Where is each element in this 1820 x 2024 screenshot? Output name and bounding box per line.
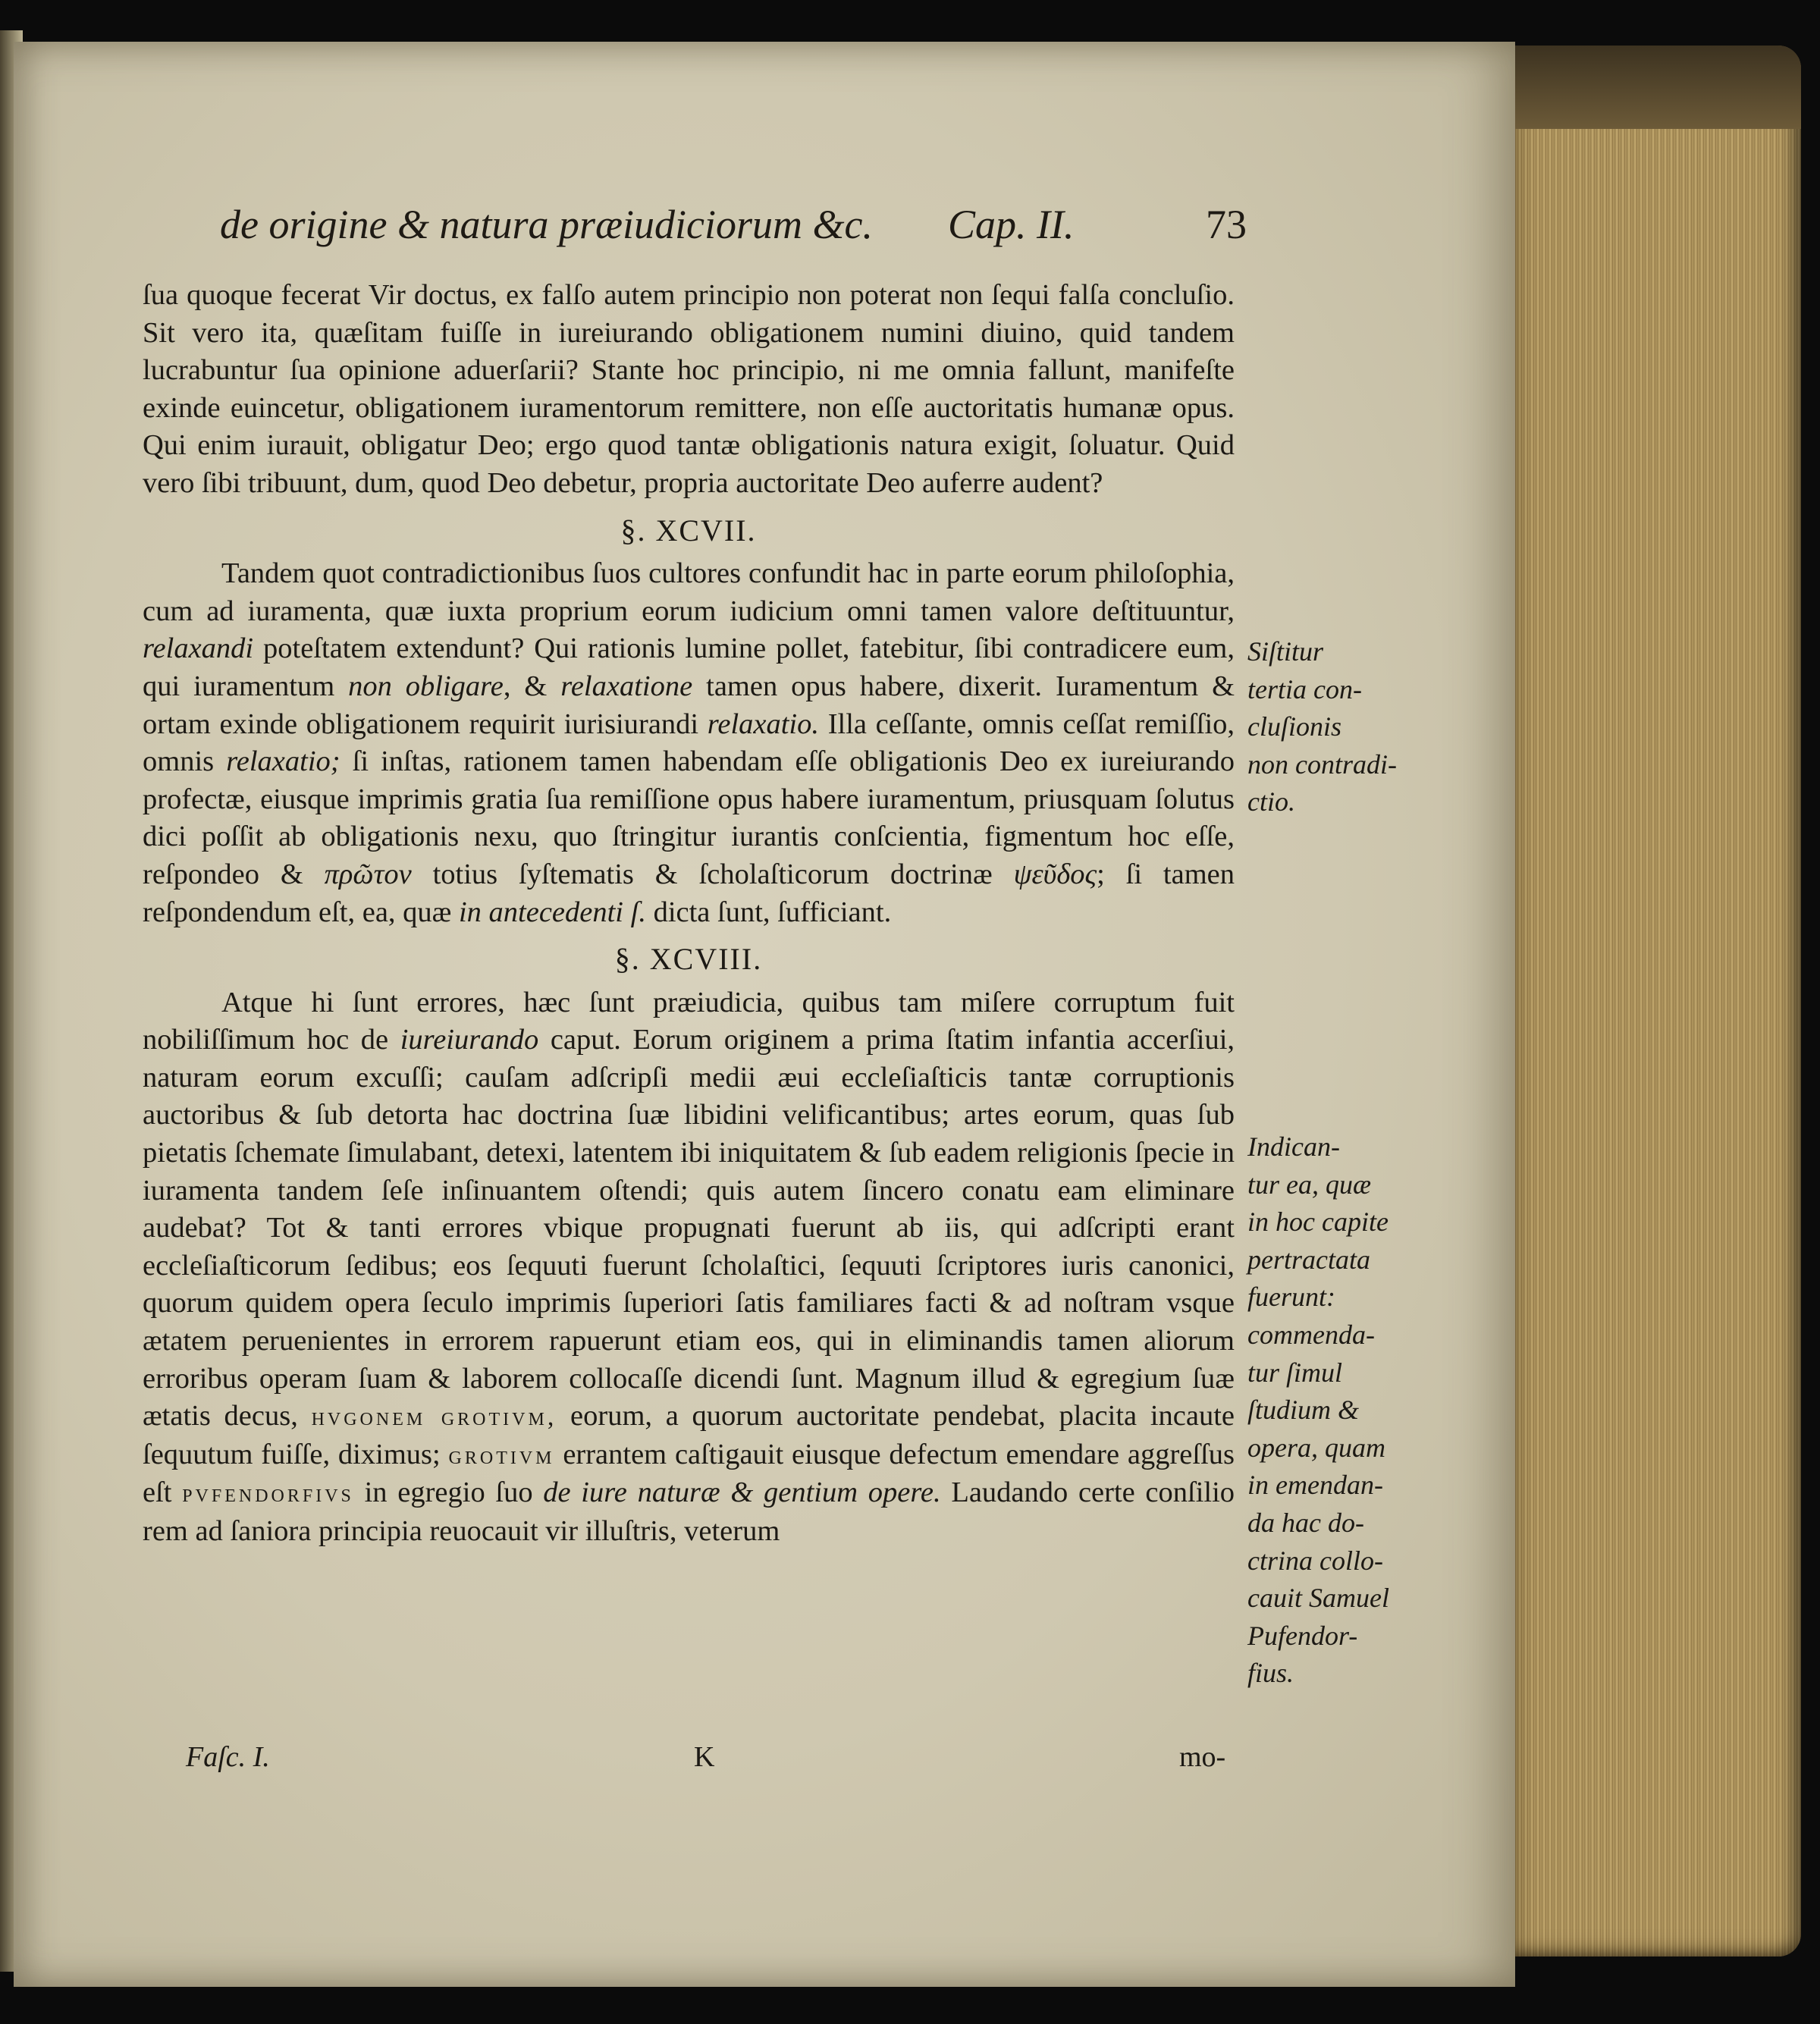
margin-line: cluſionis (1247, 711, 1341, 742)
margin-line: fius. (1247, 1658, 1294, 1689)
section-heading-98: §. XCVIII. (614, 942, 763, 977)
paragraph-section-97: Tandem quot contradictionibus ſuos cultores confundit hac in parte eorum philoſophia, cum ad iuramenta, quæ iuxta proprium eorum iudicium omni tamen valore deſtituuntur, relaxandi poteſtatem extendunt? Qui rationis lumine pollet, fatebitur, ſibi contradicere eum, qui iuramentum non obligare, & relaxatione tamen opus habere, dixerit. Iuramentum & ortam exinde obligationem requirit iurisiurandi relaxatio. Illa ceſſante, omnis ceſſat remiſſio, omnis relaxatio; ſi inſtas, rationem tamen habendam eſſe obligationis Deo ex iureiurando profectæ, eiusque imprimis gratia ſua remiſſione opus habere iuramentum, priusquam ſolutus dici poſſit ab obligationis nexu, quo ſtringitur iurantis conſcientia, figmentum hoc eſſe, reſpondeo & πρῶτον totius ſyſtematis & ſcholaſticorum doctrinæ ψεῦδος; ſi tamen reſpondendum eſt, ea, quæ in antecedenti ſ. dicta ſunt, ſufficiant. (143, 557, 1235, 928)
catchword: mo- (1179, 1741, 1226, 1773)
margin-line: Pufendor- (1247, 1620, 1358, 1651)
signature-mark: K (694, 1741, 715, 1773)
margin-line: Indican- (1247, 1131, 1340, 1162)
paragraph-section-98: Atque hi ſunt errores, hæc ſunt præiudicia, quibus tam miſere corruptum fuit nobiliſſimum hoc de iureiurando caput. Eorum originem a prima ſtatim infantia accerſiui, naturam eorum excuſſi; cauſam adſcripſi medii æui eccleſiaſticis tantæ corruptionis auctoribus & ſub detorta hac doctrina ſuæ libidini velificantibus; artes eorum, quas ſub pietatis ſchemate ſimulabant, detexi, latentem ibi iniquitatem & ſub eadem religionis ſpecie in iuramenta tandem ſeſe inſinuantem oſtendi; quis autem ſincero conatu eam eliminare audebat? Tot & tanti errores vbique propugnati fuerunt ab iis, qui adſcripti erant eccleſiaſticorum ſedibus; eos ſequuti fuerunt ſcholaſtici, ſequuti ſcriptores iuris canonici, quorum quidem opera ſeculo imprimis ſuperiori ſatis familiares facti & ad noſtram vsque ætatem peruenientes in errorem rapuerunt etiam eos, qui in eliminandis tamen aliorum erroribus operam ſuam & laborem collocaſſe dicendi ſunt. Magnum illud & egregium ſuæ ætatis decus, hvgonem grotivm, eorum, a quorum auctoritate pendebat, placita incaute ſequutum fuiſſe, diximus; grotivm errantem caſtigauit eiusque defectum emendare aggreſſus eſt pvfendorfivs in egregio ſuo de iure naturæ & gentium opere. Laudando certe conſilio rem ad ſaniora principia reuocauit vir illuſtris, veterum (143, 986, 1235, 1547)
margin-note-98 (1247, 1128, 1414, 1693)
running-head-chapter: Cap. II. (948, 202, 1075, 247)
margin-line: in emendan- (1247, 1470, 1383, 1501)
margin-line: fuerunt: (1247, 1282, 1335, 1313)
margin-line: tur ea, quæ (1247, 1169, 1372, 1200)
paragraph-continuation: ſua quoque fecerat Vir doctus, ex falſo autem principio non poterat non ſequi falſa concluſio. Sit vero ita, quæſitam fuiſſe in iureiurando obligationem numini diuino, quid tandem lucrabuntur ſua opinione aduerſarii? Stante hoc principio, ni me omnia fallunt, manifeſte exinde euincetur, obligationem iuramentorum remittere, non eſſe auctoritatis humanæ opus. Qui enim iurauit, obligatur Deo; ergo quod tantæ obligationis natura exigit, ſoluatur. Quid vero ſibi tribuunt, dum, quod Deo debetur, propria auctoritate Deo auferre audent? (143, 279, 1235, 499)
margin-line: pertractata (1247, 1244, 1370, 1275)
margin-line: commenda- (1247, 1319, 1375, 1350)
fascicle-signature: Faſc. I. (186, 1741, 270, 1773)
margin-line: opera, quam (1247, 1432, 1385, 1463)
margin-line: cauit Samuel (1247, 1583, 1389, 1614)
margin-line: da hac do- (1247, 1507, 1364, 1538)
margin-line: ſtudium & (1247, 1395, 1360, 1426)
running-head-title: de origine & natura præiudiciorum &c. (220, 202, 873, 247)
page-body (143, 277, 1235, 1551)
book-page-stack (1498, 46, 1801, 1957)
running-head (220, 201, 1266, 262)
margin-line: ctio. (1247, 786, 1295, 817)
margin-line: Siſtitur (1247, 636, 1324, 667)
margin-line: ctrina collo- (1247, 1545, 1383, 1576)
margin-line: in hoc capite (1247, 1207, 1389, 1238)
book-page-stack-top (1498, 46, 1801, 129)
margin-note-97 (1247, 633, 1414, 821)
margin-line: tertia con- (1247, 673, 1362, 704)
margin-line: non contradi- (1247, 748, 1397, 780)
section-heading-97: §. XCVII. (620, 513, 757, 548)
page-number: 73 (1206, 202, 1247, 247)
margin-line: tur ſimul (1247, 1357, 1343, 1388)
